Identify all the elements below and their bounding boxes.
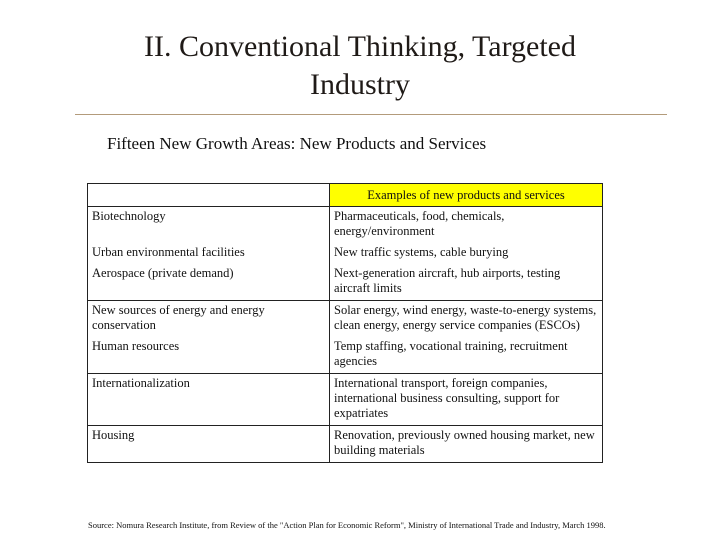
examples-cell: Solar energy, wind energy, waste-to-energy systems, clean energy, energy service companies (ESCOs) [330,301,603,338]
examples-cell: International transport, foreign companies, international business consulting, support for expatriates [330,374,603,426]
title-divider [75,114,667,115]
growth-areas-table [87,183,602,463]
slide-title-line-1: II. Conventional Thinking, Targeted [144,30,576,63]
area-cell: Biotechnology [88,207,330,244]
examples-cell: Temp staffing, vocational training, recruitment agencies [330,337,603,374]
header-cell-area [88,184,330,207]
table-row [88,207,603,244]
slide-subtitle: Fifteen New Growth Areas: New Products and Services [107,134,487,153]
slide-title [0,28,720,104]
examples-cell: New traffic systems, cable burying [330,243,603,264]
examples-cell: Renovation, previously owned housing market, new building materials [330,426,603,463]
table-row [88,264,603,301]
area-cell: Internationalization [88,374,330,426]
table-row [88,243,603,264]
table-row [88,301,603,338]
table-row [88,426,603,463]
area-cell: Aerospace (private demand) [88,264,330,301]
examples-cell: Pharmaceuticals, food, chemicals, energy/environment [330,207,603,244]
table-header-row [88,184,603,207]
area-cell: Housing [88,426,330,463]
area-cell: New sources of energy and energy conservation [88,301,330,338]
slide-title-line-2: Industry [310,68,410,101]
source-note: Source: Nomura Research Institute, from Review of the "Action Plan for Economic Reform", Ministry of International Trade and Industry, March 1998. [88,520,606,530]
area-cell: Human resources [88,337,330,374]
table-row [88,337,603,374]
area-cell: Urban environmental facilities [88,243,330,264]
table-row [88,374,603,426]
header-cell-examples: Examples of new products and services [330,184,603,207]
examples-cell: Next-generation aircraft, hub airports, testing aircraft limits [330,264,603,301]
